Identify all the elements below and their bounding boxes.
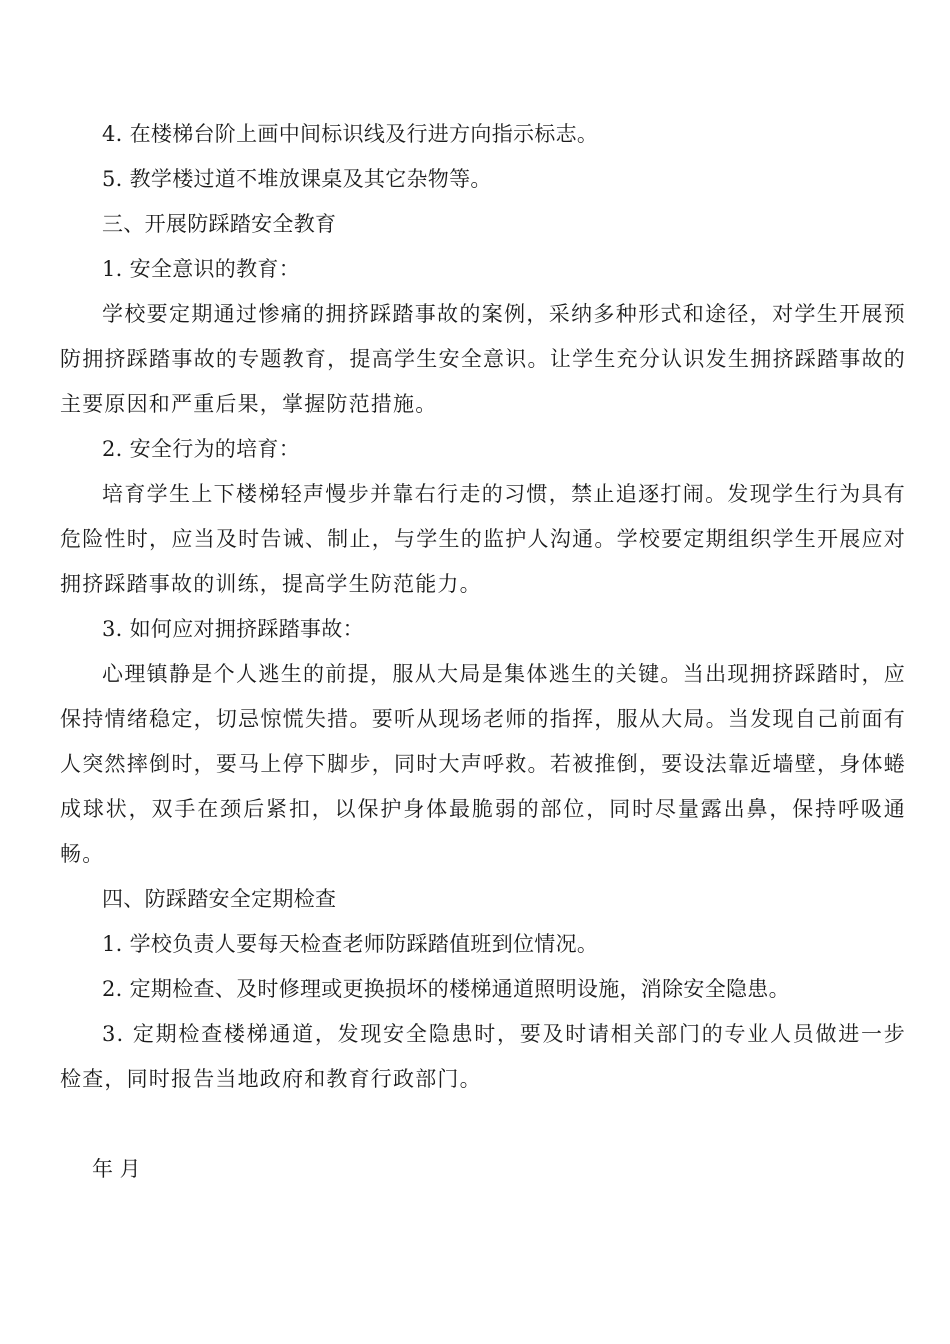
paragraph-safety-awareness: 学校要定期通过惨痛的拥挤踩踏事故的案例，采纳多种形式和途径，对学生开展预防拥挤踩踏事故的专题教育，提高学生安全意识。让学生充分认识发生拥挤踩踏事故的主要原因和严重后果，掌握防范措施。 bbox=[60, 302, 906, 416]
list-item-corridor-clear: 5. 教学楼过道不堆放课桌及其它杂物等。 bbox=[102, 167, 492, 191]
date-line: 年 月 bbox=[92, 1157, 141, 1181]
list-item-stair-marking: 4. 在楼梯台阶上画中间标识线及行进方向指示标志。 bbox=[102, 122, 599, 146]
list-item-stair-inspection: 3. 定期检查楼梯通道，发现安全隐患时，要及时请相关部门的专业人员做进一步检查，同时报告当地政府和教育行政部门。 bbox=[60, 1022, 906, 1091]
section-heading-education: 三、开展防踩踏安全教育 bbox=[102, 212, 337, 236]
paragraph-safety-behavior: 培育学生上下楼梯轻声慢步并靠右行走的习惯，禁止追逐打闹。发现学生行为具有危险性时，应当及时告诫、制止，与学生的监护人沟通。学校要定期组织学生开展应对拥挤踩踏事故的训练，提高学生防范能力。 bbox=[60, 482, 906, 596]
subheading-safety-awareness: 1. 安全意识的教育： bbox=[102, 257, 301, 281]
document-body bbox=[60, 112, 906, 1102]
list-item-daily-duty-check: 1. 学校负责人要每天检查老师防踩踏值班到位情况。 bbox=[102, 932, 599, 956]
subheading-handling-stampede: 3. 如何应对拥挤踩踏事故： bbox=[102, 617, 364, 641]
list-item-lighting-repair: 2. 定期检查、及时修理或更换损坏的楼梯通道照明设施，消除安全隐患。 bbox=[102, 977, 790, 1001]
section-heading-inspection: 四、防踩踏安全定期检查 bbox=[102, 887, 337, 911]
paragraph-handling-stampede: 心理镇静是个人逃生的前提，服从大局是集体逃生的关键。当出现拥挤踩踏时，应保持情绪稳定，切忌惊慌失措。要听从现场老师的指挥，服从大局。当发现自己前面有人突然摔倒时，要马上停下脚步，同时大声呼救。若被推倒，要设法靠近墙壁，身体蜷成球状，双手在颈后紧扣，以保护身体最脆弱的部位，同时尽量露出鼻，保持呼吸通畅。 bbox=[60, 662, 906, 866]
subheading-safety-behavior: 2. 安全行为的培育： bbox=[102, 437, 301, 461]
